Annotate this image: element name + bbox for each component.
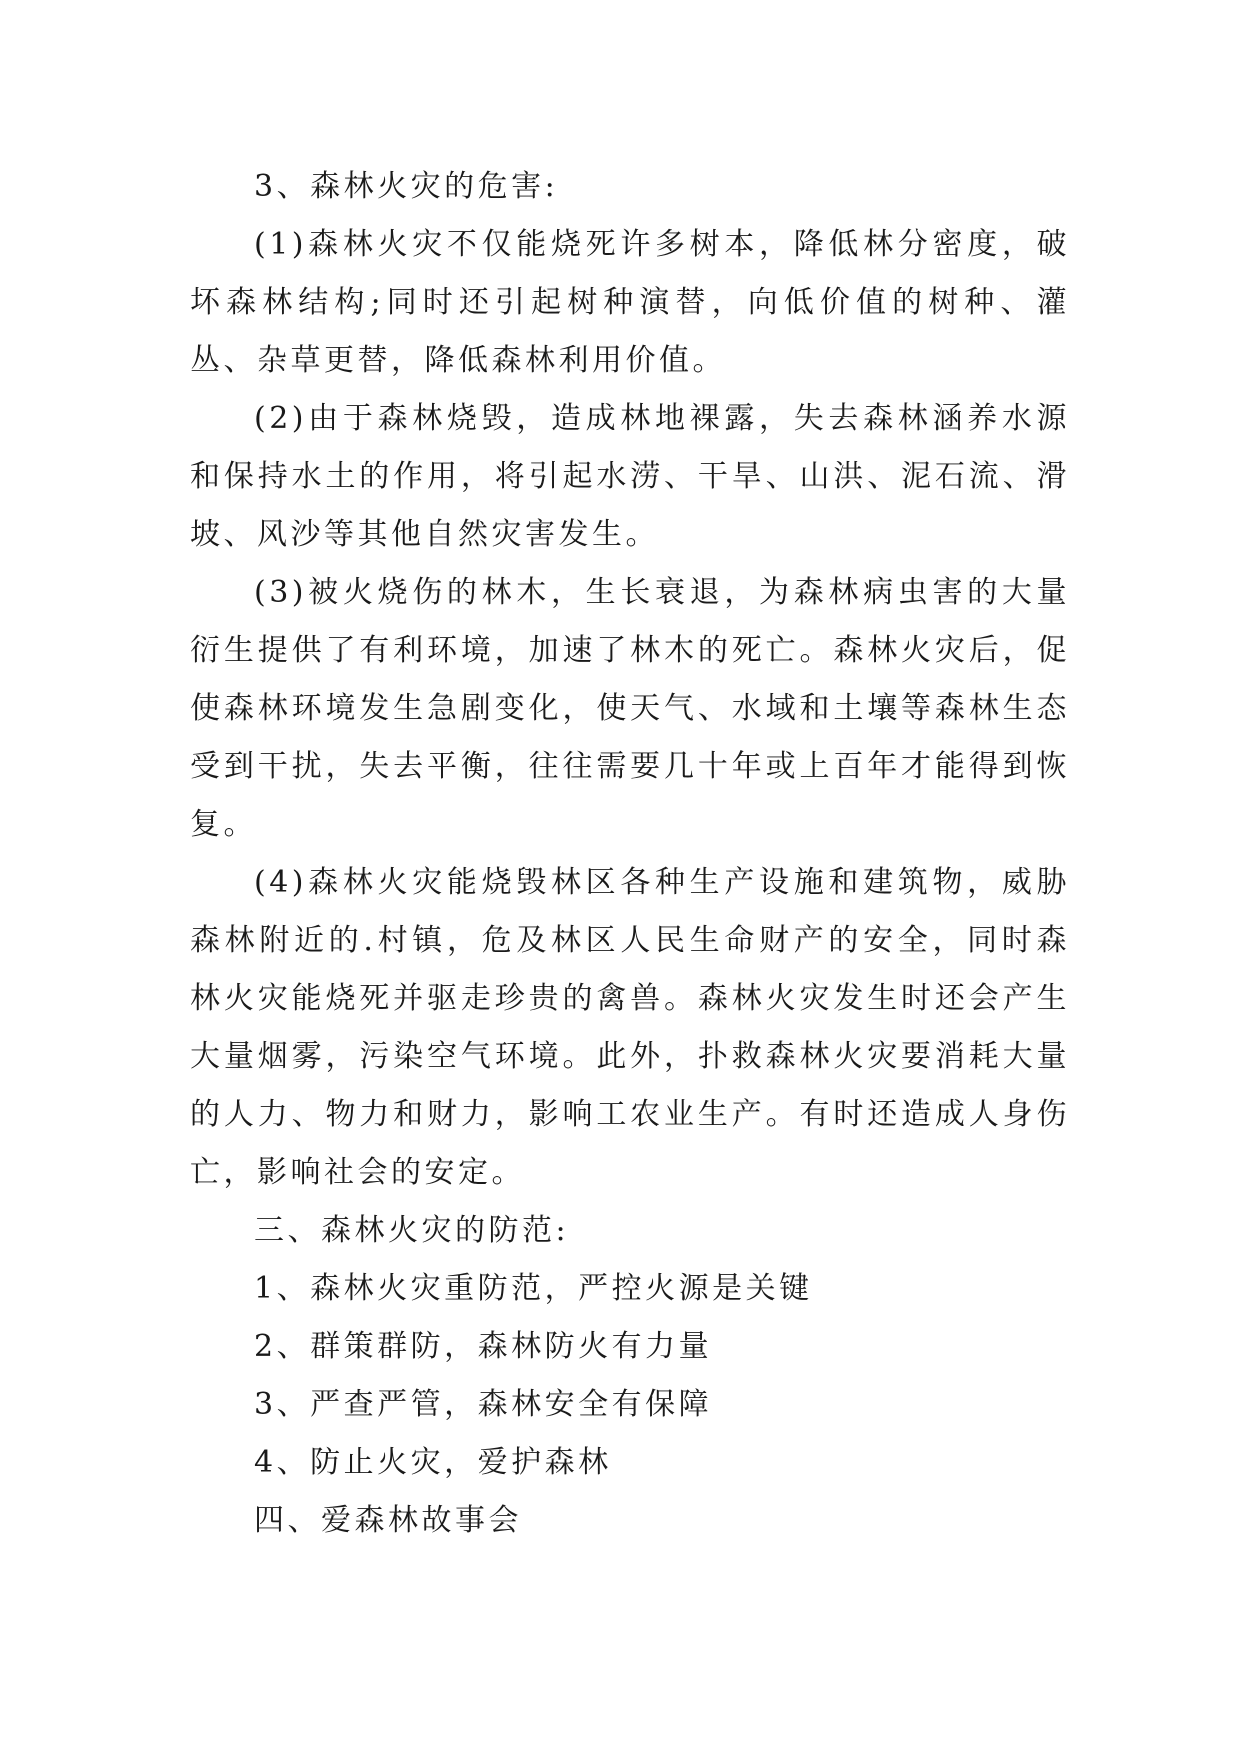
section-heading-story-meeting: 四、爱森林故事会	[254, 1503, 522, 1538]
list-item-prevention-3: 3、严查严管，森林安全有保障	[254, 1387, 713, 1422]
list-item-prevention-4: 4、防止火灾，爱护森林	[254, 1445, 612, 1480]
section-heading-hazards: 3、森林火灾的危害:	[254, 169, 559, 204]
list-item-prevention-1: 1、森林火灾重防范，严控火源是关键	[254, 1271, 813, 1306]
list-item-prevention-2: 2、群策群防，森林防火有力量	[254, 1329, 713, 1364]
document-body	[190, 158, 1070, 1550]
paragraph-hazard-2: (2)由于森林烧毁，造成林地裸露，失去森林涵养水源和保持水土的作用，将引起水涝、干旱、山洪、泥石流、滑坡、风沙等其他自然灾害发生。	[190, 401, 1070, 552]
paragraph-hazard-4: (4)森林火灾能烧毁林区各种生产设施和建筑物，威胁森林附近的.村镇，危及林区人民生命财产的安全，同时森林火灾能烧死并驱走珍贵的禽兽。森林火灾发生时还会产生大量烟雾，污染空气环境。此外，扑救森林火灾要消耗大量的人力、物力和财力，影响工农业生产。有时还造成人身伤亡，影响社会的安定。	[190, 865, 1070, 1190]
paragraph-hazard-3: (3)被火烧伤的林木，生长衰退，为森林病虫害的大量衍生提供了有利环境，加速了林木的死亡。森林火灾后，促使森林环境发生急剧变化，使天气、水域和土壤等森林生态受到干扰，失去平衡，往往需要几十年或上百年才能得到恢复。	[190, 575, 1070, 842]
section-heading-prevention: 三、森林火灾的防范:	[254, 1213, 570, 1248]
paragraph-hazard-1: (1)森林火灾不仅能烧死许多树本，降低林分密度，破坏森林结构;同时还引起树种演替，向低价值的树种、灌丛、杂草更替，降低森林利用价值。	[190, 227, 1070, 378]
